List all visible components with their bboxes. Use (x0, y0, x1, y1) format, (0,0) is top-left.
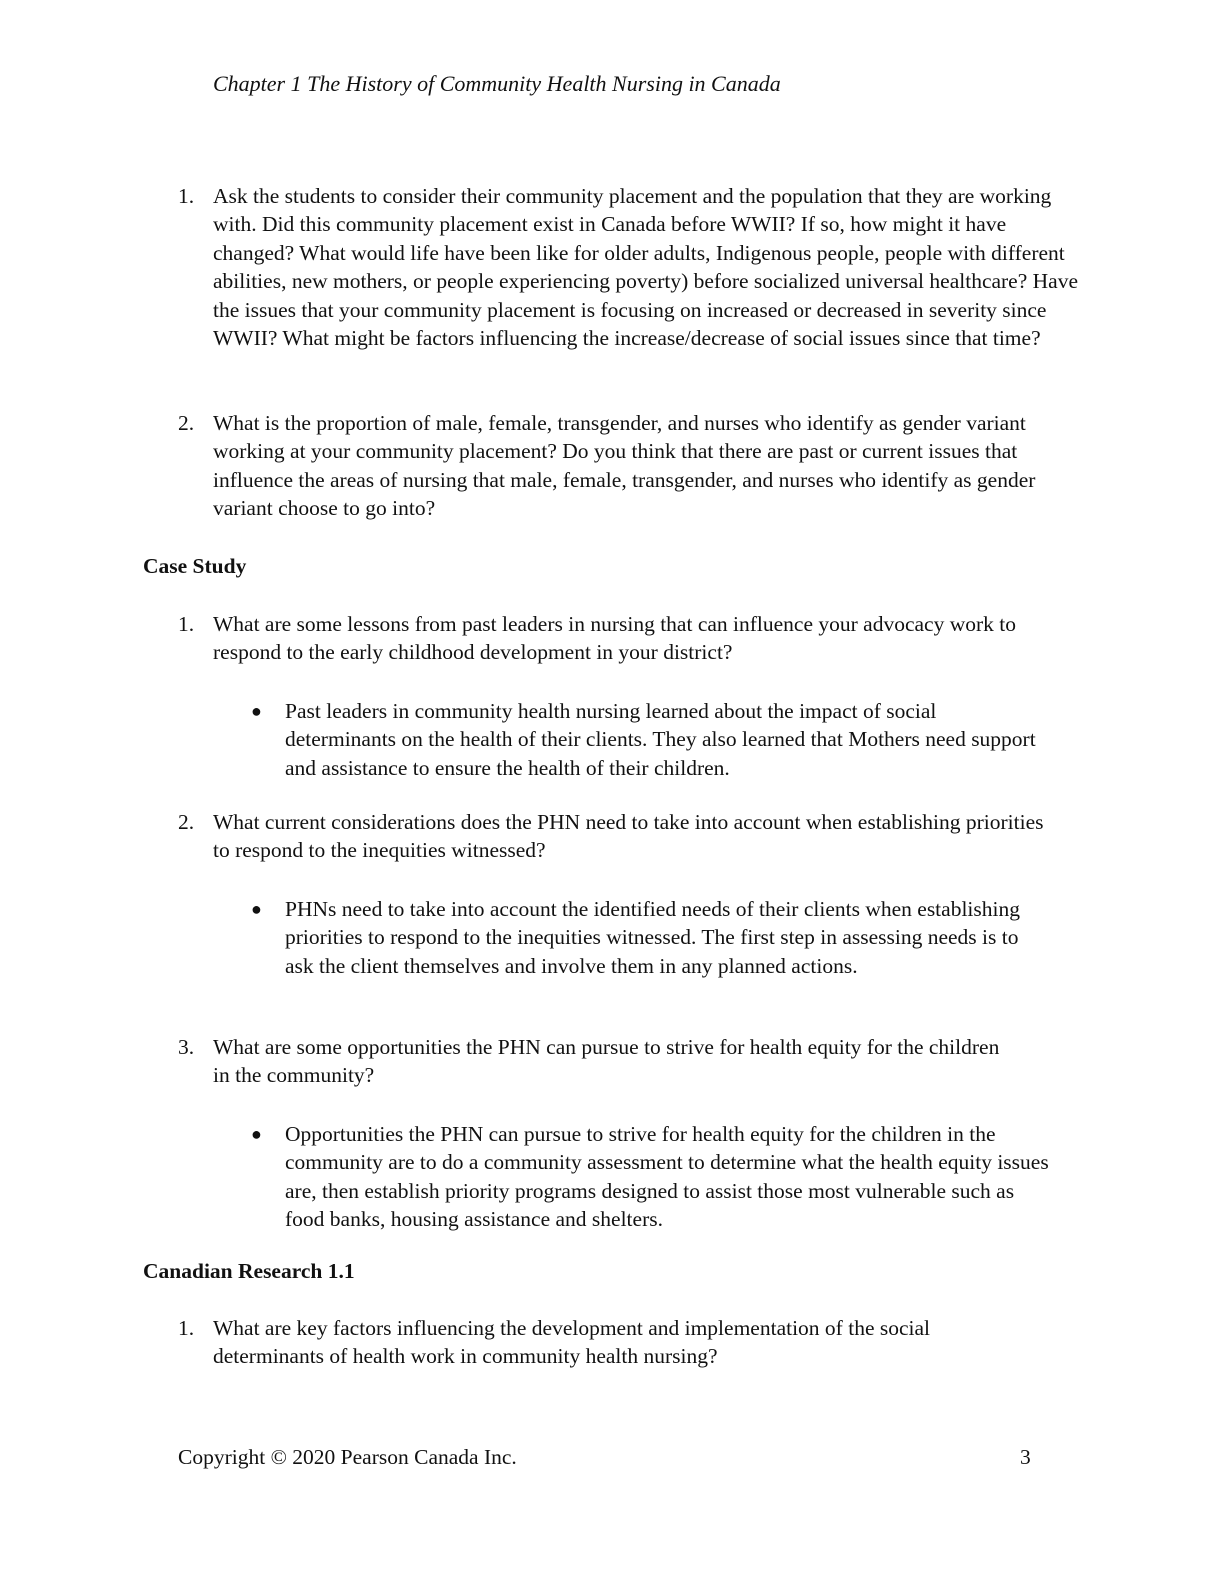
bullet-icon: ● (251, 701, 262, 721)
case-study-answer-1 (251, 697, 1045, 782)
question-text: Ask the students to consider their community placement and the population that they are working with. Did this community placement exist in Canada before WWII? If so, how might it have changed? What would life have been like for older adults, Indigenous people, people with different abilities, new mothers, or people experiencing poverty) before socialized universal healthcare? Have the issues that your community placement is focusing on increased or decreased in severity since WWII? What might be factors influencing the increase/decrease of social issues since that time? (213, 184, 1079, 351)
canadian-research-question-1 (178, 1314, 1033, 1371)
intro-question-1 (178, 182, 1083, 352)
question-text: What are key factors influencing the development and implementation of the social determinants of health work in community health nursing? (213, 1316, 931, 1369)
question-text: What is the proportion of male, female, transgender, and nurses who identify as gender variant working at your community placement? Do you think that there are past or current issues that influence the areas of nursing that male, female, transgender, and nurses who identify as gender variant choose to go into? (213, 411, 1036, 521)
intro-question-2 (178, 409, 1083, 523)
page-header-title: Chapter 1 The History of Community Health Nursing in Canada (213, 71, 781, 96)
question-number: 2. (178, 810, 195, 834)
case-study-question-1 (178, 610, 1033, 667)
question-number: 1. (178, 1316, 195, 1340)
question-text: What are some lessons from past leaders in nursing that can influence your advocacy work to respond to the early childhood development in your district? (213, 612, 1017, 665)
question-number: 3. (178, 1035, 195, 1059)
bullet-icon: ● (251, 899, 262, 919)
question-text: What current considerations does the PHN need to take into account when establishing priorities to respond to the inequities witnessed? (213, 810, 1044, 863)
footer-copyright: Copyright © 2020 Pearson Canada Inc. (178, 1445, 517, 1469)
question-number: 2. (178, 411, 195, 435)
bullet-icon: ● (251, 1124, 262, 1144)
case-study-answer-3 (251, 1120, 1055, 1234)
answer-text: PHNs need to take into account the identified needs of their clients when establishing priorities to respond to the inequities witnessed. The first step in assessing needs is to ask the client themselves and involve them in any planned actions. (285, 897, 1020, 978)
case-study-answer-2 (251, 895, 1045, 980)
answer-text: Opportunities the PHN can pursue to strive for health equity for the children in the community are to do a community assessment to determine what the health equity issues are, then establish priority programs designed to assist those most vulnerable such as food banks, housing assistance and shelters. (285, 1122, 1049, 1232)
case-study-heading: Case Study (143, 554, 247, 578)
question-number: 1. (178, 184, 195, 208)
question-text: What are some opportunities the PHN can pursue to strive for health equity for the children in the community? (213, 1035, 1000, 1088)
case-study-question-3 (178, 1033, 1013, 1090)
case-study-question-2 (178, 808, 1053, 865)
canadian-research-heading: Canadian Research 1.1 (143, 1259, 355, 1283)
footer-page-number: 3 (1020, 1445, 1031, 1469)
answer-text: Past leaders in community health nursing learned about the impact of social determinants on the health of their clients. They also learned that Mothers need support and assistance to ensure the health of their children. (285, 699, 1036, 780)
question-number: 1. (178, 612, 195, 636)
